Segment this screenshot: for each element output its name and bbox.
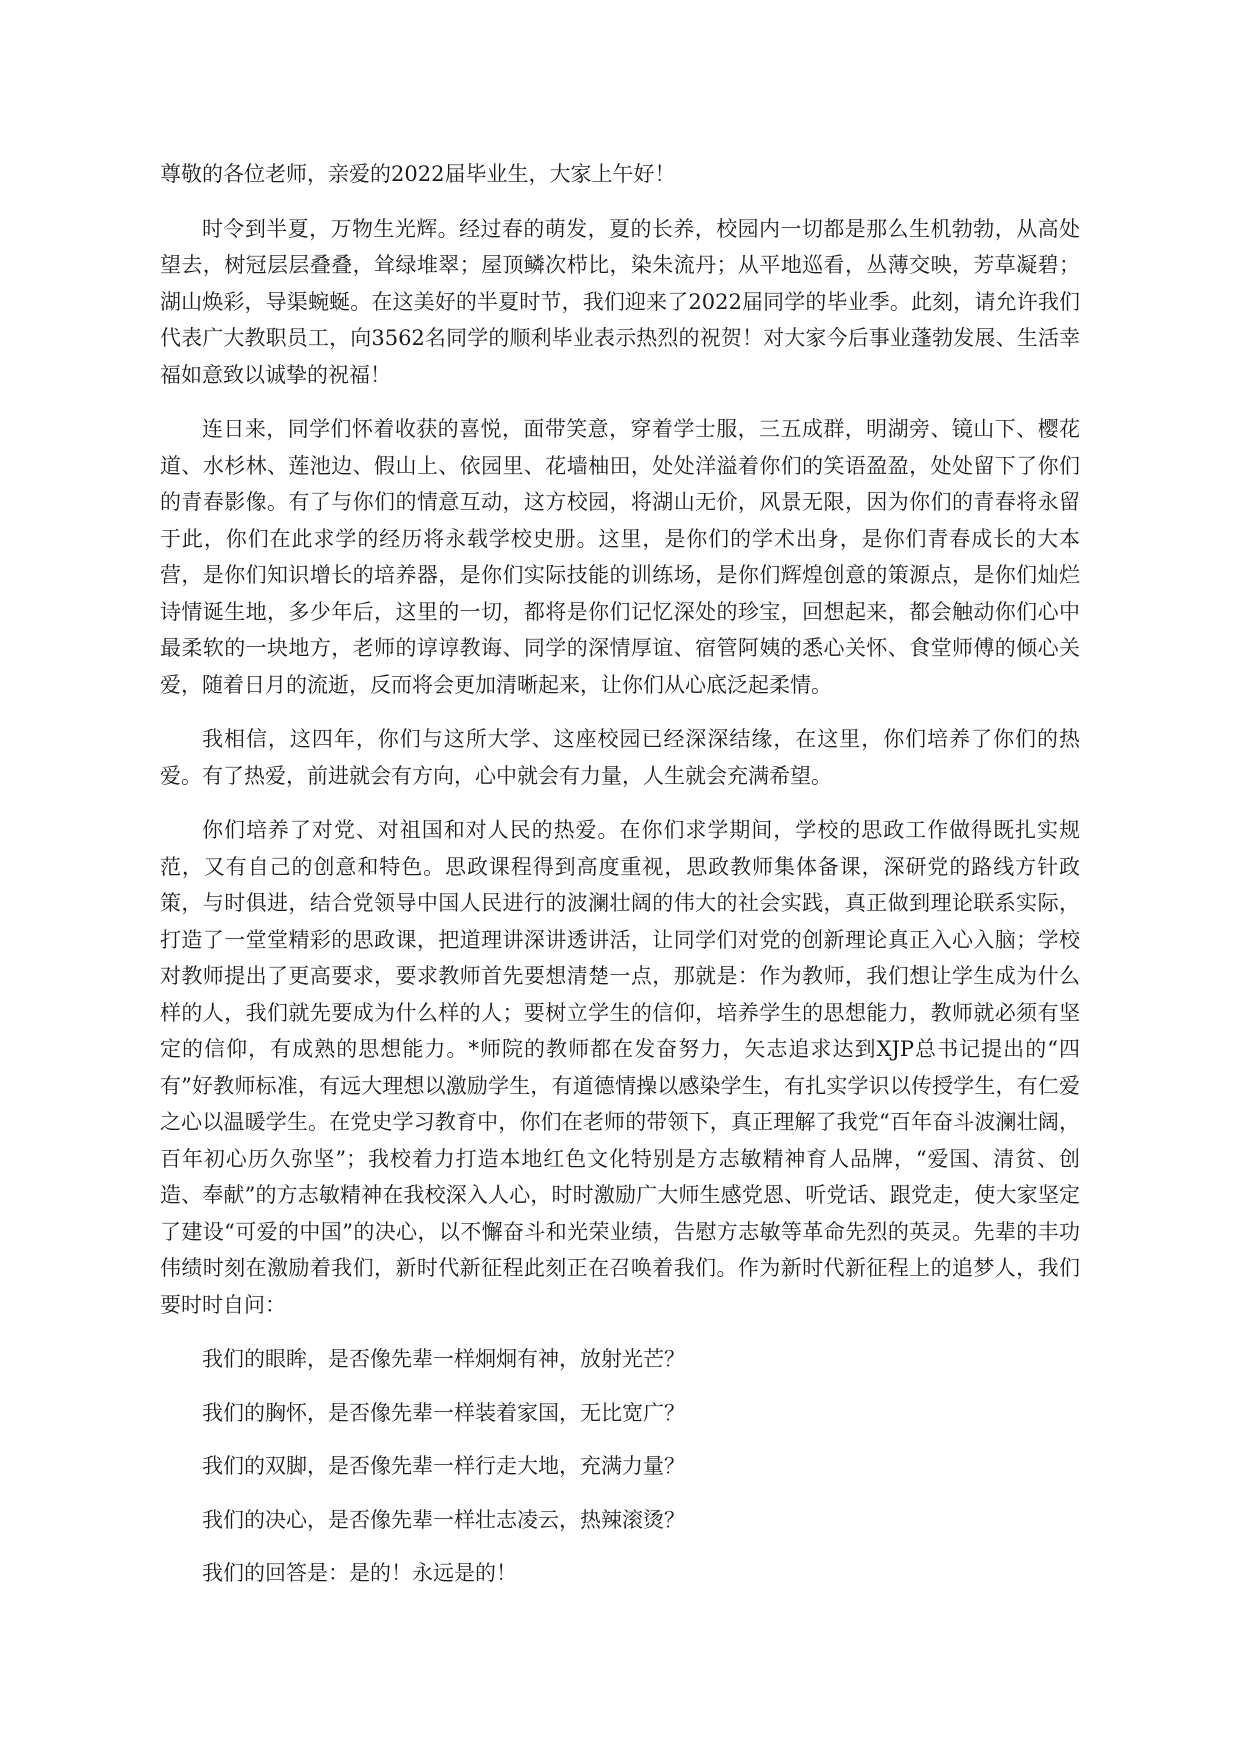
- paragraph-passion: 我相信，这四年，你们与这所大学、这座校园已经深深结缘，在这里，你们培养了你们的热爱。有了热爱，前进就会有方向，心中就会有力量，人生就会充满希望。: [160, 727, 1080, 788]
- question-heart: 我们的胸怀，是否像先辈一样装着家国，无比宽广？: [202, 1400, 685, 1425]
- paragraph-season: 时令到半夏，万物生光辉。经过春的萌发，夏的长养，校园内一切都是那么生机勃勃，从高处望去，树冠层层叠叠，耸绿堆翠；屋顶鳞次栉比，染朱流丹；从平地巡看，丛薄交映，芳草凝碧；湖山焕彩，导渠蜿蜒。在这美好的半夏时节，我们迎来了2022届同学的毕业季。此刻，请允许我们代表广大教职员工，向3562名同学的顺利毕业表示热烈的祝贺！对大家今后事业蓬勃发展、生活幸福如意致以诚挚的祝福！: [160, 216, 1080, 387]
- paragraph-campus-memories: 连日来，同学们怀着收获的喜悦，面带笑意，穿着学士服，三五成群，明湖旁、镜山下、樱花道、水杉林、莲池边、假山上、依园里、花墙柚田，处处洋溢着你们的笑语盈盈，处处留下了你们的青春影像。有了与你们的情意互动，这方校园，将湖山无价，风景无限，因为你们的青春将永留于此，你们在此求学的经历将永载学校史册。这里，是你们的学术出身，是你们青春成长的大本营，是你们知识增长的培养器，是你们实际技能的训练场，是你们辉煌创意的策源点，是你们灿烂诗情诞生地，多少年后，这里的一切，都将是你们记忆深处的珍宝，回想起来，都会触动你们心中最柔软的一块地方，老师的谆谆教诲、同学的深情厚谊、宿管阿姨的悉心关怀、食堂师傅的倾心关爱，随着日月的流逝，反而将会更加清晰起来，让你们从心底泛起柔情。: [160, 417, 1080, 697]
- paragraph-patriotism: 你们培养了对党、对祖国和对人民的热爱。在你们求学期间，学校的思政工作做得既扎实规范，又有自己的创意和特色。思政课程得到高度重视，思政教师集体备课，深研党的路线方针政策，与时俱进，结合党领导中国人民进行的波澜壮阔的伟大的社会实践，真正做到理论联系实际，打造了一堂堂精彩的思政课，把道理讲深讲透讲活，让同学们对党的创新理论真正入心入脑；学校对教师提出了更高要求，要求教师首先要想清楚一点，那就是：作为教师，我们想让学生成为什么样的人，我们就先要成为什么样的人；要树立学生的信仰，培养学生的思想能力，教师就必须有坚定的信仰，有成熟的思想能力。*师院的教师都在发奋努力，矢志追求达到XJP总书记提出的“四有”好教师标准，有远大理想以激励学生，有道德情操以感染学生，有扎实学识以传授学生，有仁爱之心以温暖学生。在党史学习教育中，你们在老师的带领下，真正理解了我党“百年奋斗波澜壮阔，百年初心历久弥坚”；我校着力打造本地红色文化特别是方志敏精神育人品牌，“爱国、清贫、创造、奉献”的方志敏精神在我校深入人心，时时激励广大师生感党恩、听党话、跟党走，使大家坚定了建设“可爱的中国”的决心，以不懈奋斗和光荣业绩，告慰方志敏等革命先烈的英灵。先辈的丰功伟绩时刻在激励着我们，新时代新征程此刻正在召唤着我们。作为新时代新征程上的追梦人，我们要时时自问：: [160, 818, 1080, 1317]
- question-feet: 我们的双脚，是否像先辈一样行走大地，充满力量？: [202, 1454, 685, 1478]
- question-eyes: 我们的眼眸，是否像先辈一样炯炯有神，放射光芒？: [202, 1347, 685, 1371]
- document-page: [160, 156, 1080, 1609]
- answer-line: 我们的回答是：是的！永远是的！: [202, 1561, 517, 1585]
- question-resolve: 我们的决心，是否像先辈一样壮志凌云，热辣滚烫？: [202, 1507, 685, 1532]
- salutation: 尊敬的各位老师，亲爱的2022届毕业生，大家上午好！: [160, 162, 676, 186]
